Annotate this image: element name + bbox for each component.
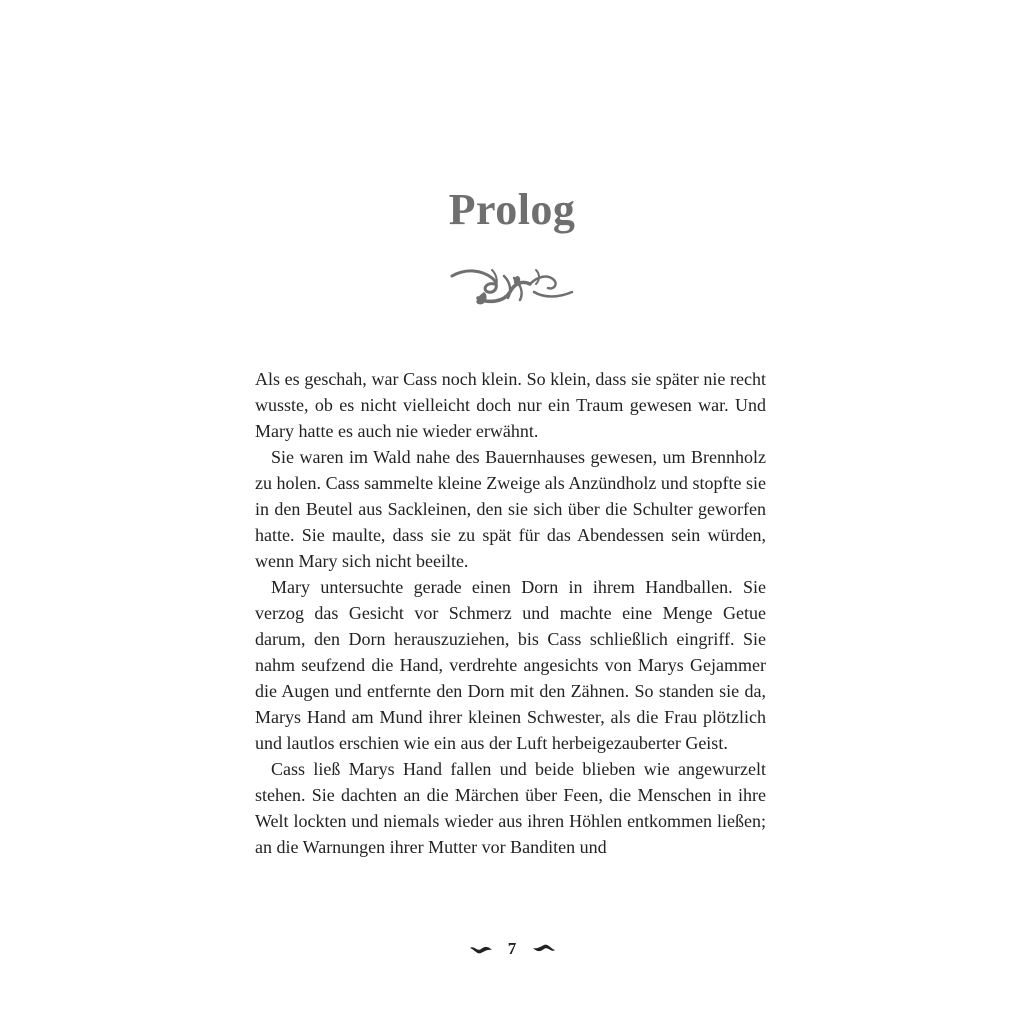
flourish-left-icon	[468, 943, 494, 955]
page-number: 7	[507, 939, 517, 959]
flourish-right-icon	[531, 943, 557, 955]
page-footer	[0, 938, 1024, 959]
prologue-text	[255, 366, 766, 860]
chapter-title: Prolog	[448, 185, 576, 234]
paragraph: Mary untersuchte gerade einen Dorn in ihrem Handballen. Sie verzog das Gesicht vor Schmerz und machte eine Menge Getue darum, den Dorn herauszuziehen, bis Cass schließlich eingriff. Sie nahm seufzend die Hand, verdrehte angesichts von Marys Gejammer die Augen und entfernte den Dorn mit den Zähnen. So standen sie da, Marys Hand am Mund ihrer kleinen Schwester, als die Frau plötzlich und lautlos erschien wie ein aus der Luft herbeigezauberter Geist.	[255, 577, 766, 753]
floral-vine-icon	[448, 262, 576, 310]
paragraph: Sie waren im Wald nahe des Bauernhauses gewesen, um Brennholz zu holen. Cass sammelte kleine Zweige als Anzündholz und stopfte sie in den Beutel aus Sackleinen, den sie sich über die Schulter geworfen hatte. Sie maulte, dass sie zu spät für das Abendessen sein würden, wenn Mary sich nicht beeilte.	[255, 447, 766, 571]
paragraph: Als es geschah, war Cass noch klein. So klein, dass sie später nie recht wusste, ob es nicht vielleicht doch nur ein Traum gewesen war. Und Mary hatte es auch nie wieder erwähnt.	[255, 369, 766, 441]
paragraph: Cass ließ Marys Hand fallen und beide blieben wie angewurzelt stehen. Sie dachten an die Märchen über Feen, die Menschen in ihre Welt lockten und niemals wieder aus ihren Höhlen entkommen ließen; an die Warnungen ihrer Mutter vor Banditen und	[255, 759, 766, 857]
